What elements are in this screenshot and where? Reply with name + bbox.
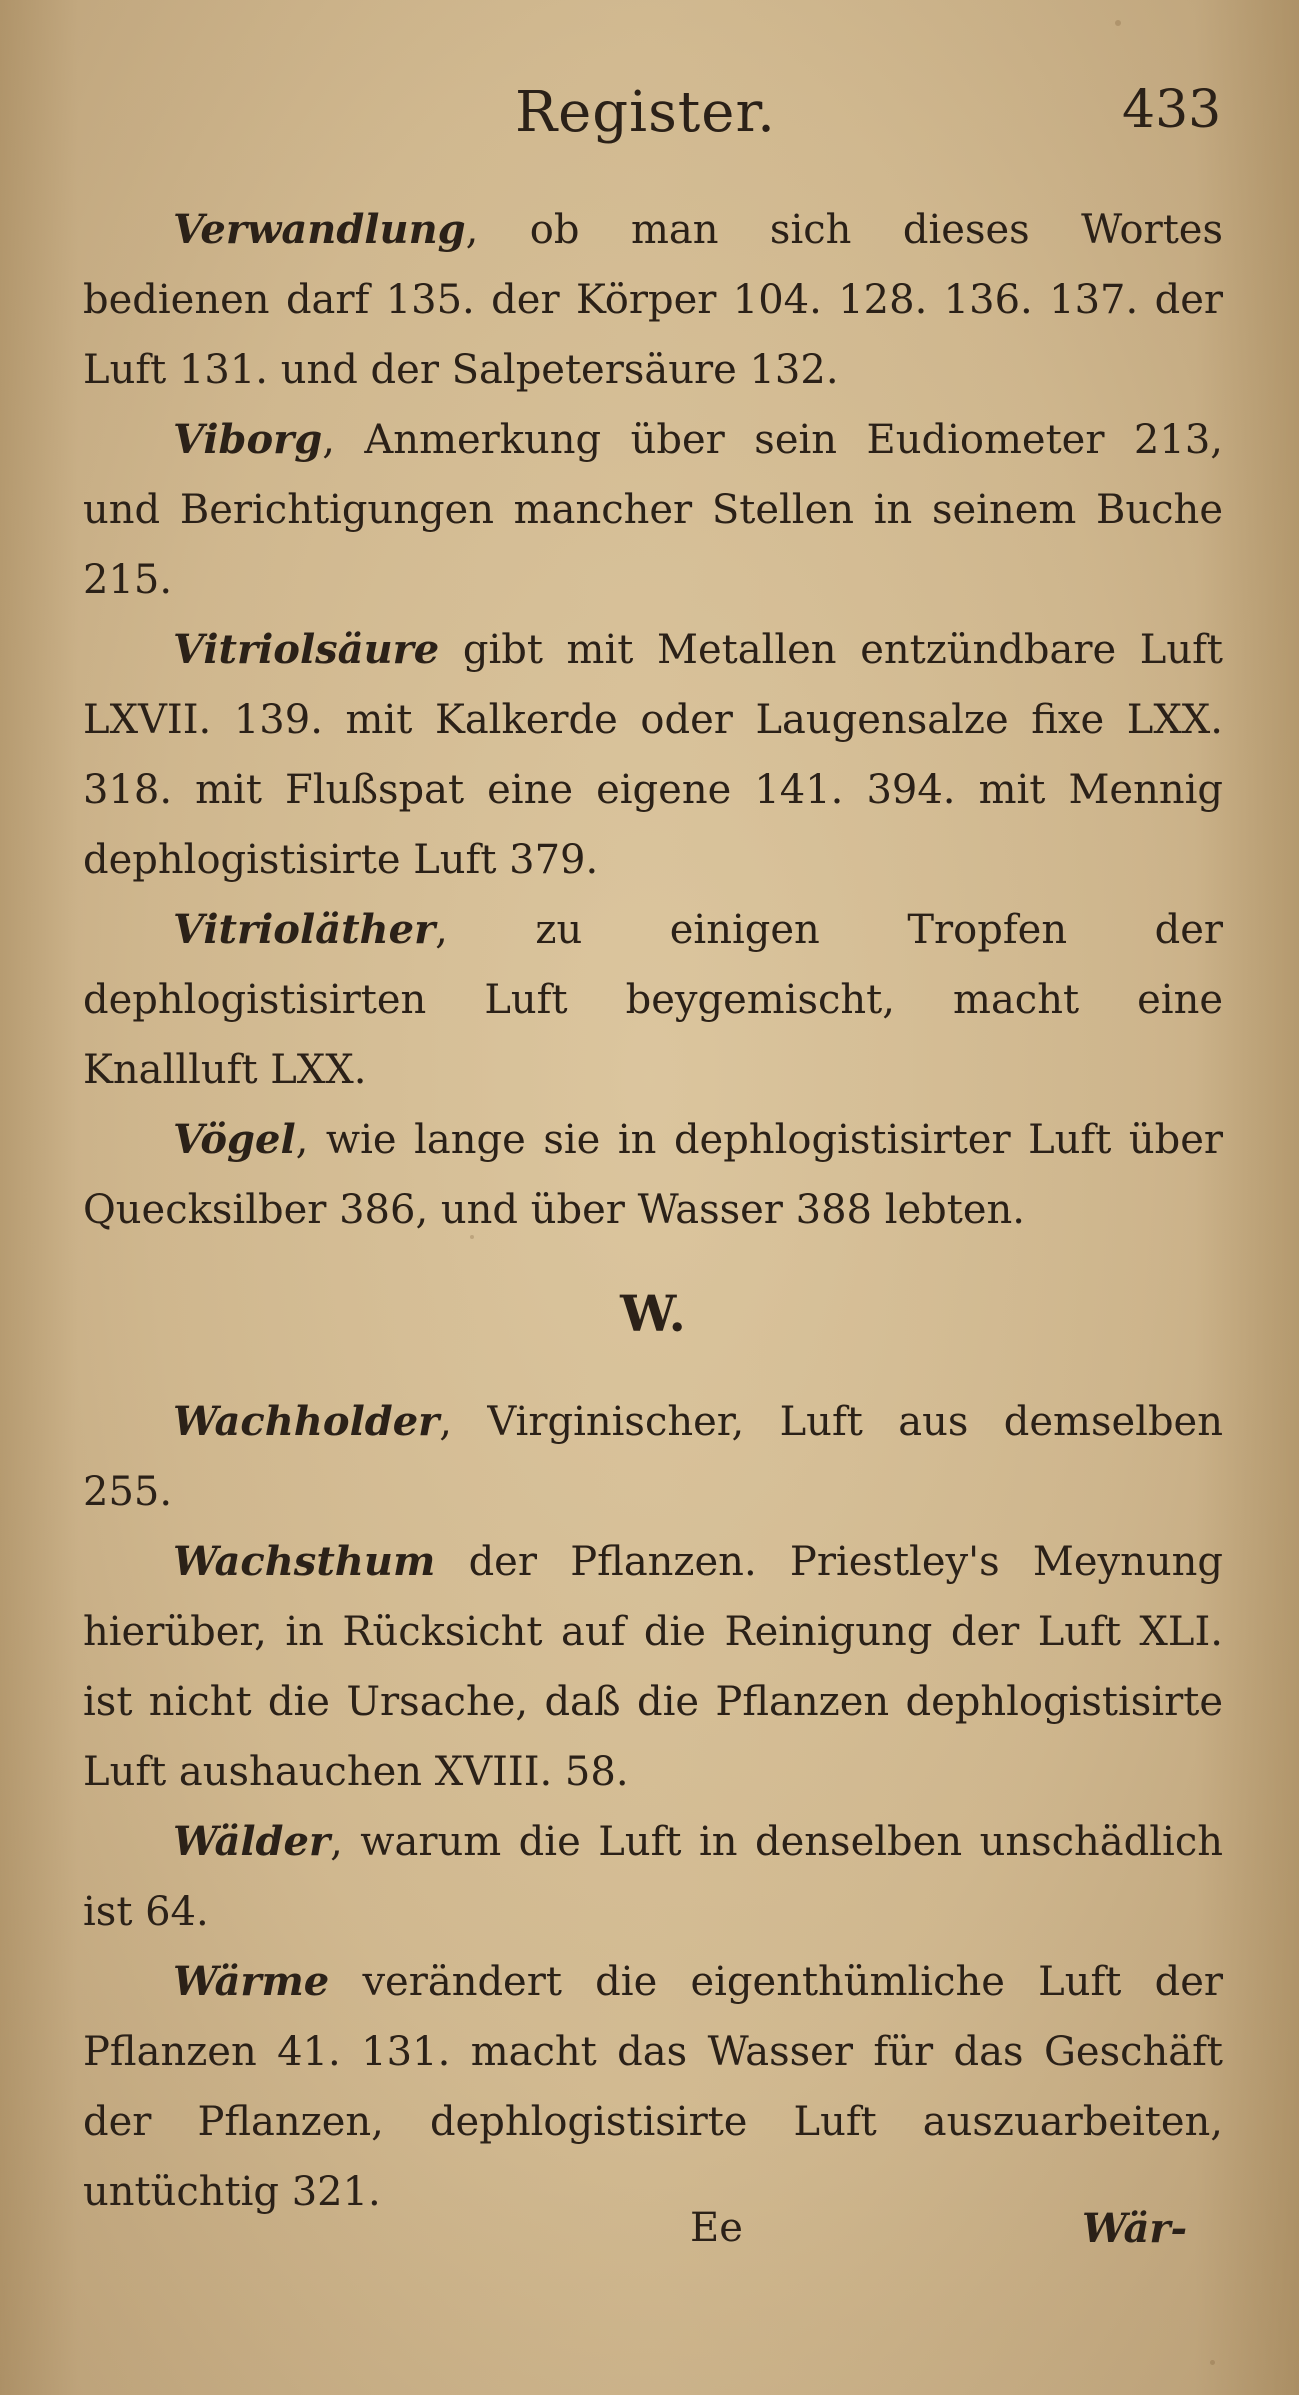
index-entry	[83, 1807, 1223, 1947]
index-entry	[83, 615, 1223, 895]
entry-keyword: Wärme	[173, 1958, 330, 2005]
entry-text: , zu einigen Tropfen der dephlogistisirten Luft beygemischt, macht eine Knallluft LXX.	[83, 907, 1223, 1093]
index-entry	[83, 1527, 1223, 1807]
index-entry	[83, 1387, 1223, 1527]
entry-text: , Virginischer, Luft aus demselben 255.	[83, 1399, 1223, 1515]
entry-text: , warum die Luft in denselben unschädlich ist 64.	[83, 1819, 1223, 1935]
signature-mark: Ee	[690, 2205, 743, 2251]
running-title: Register.	[515, 80, 776, 145]
entry-keyword: Wachholder	[173, 1398, 440, 1445]
index-entry	[83, 195, 1223, 405]
entry-text: verändert die eigenthümliche Luft der Pflanzen 41. 131. macht das Wasser für das Geschäft der Pflanzen, dephlogistisirte Luft auszuarbeiten, untüchtig 321.	[83, 1959, 1223, 2215]
paper-stain	[1115, 20, 1121, 26]
entry-text: , ob man sich dieses Wortes bedienen darf 135. der Körper 104. 128. 136. 137. der Luft 131. und der Salpetersäure 132.	[83, 207, 1223, 393]
index-entry	[83, 1105, 1223, 1245]
index-entry	[83, 1947, 1223, 2227]
entry-text: , wie lange sie in dephlogistisirter Luft über Quecksilber 386, und über Wasser 388 lebten.	[83, 1117, 1223, 1233]
catchword: Wär-	[1082, 2205, 1188, 2252]
page-footer	[0, 2205, 1299, 2265]
paper-stain	[1210, 2360, 1215, 2365]
page-number: 433	[1122, 80, 1222, 140]
entry-keyword: Viborg	[173, 416, 323, 463]
entry-keyword: Verwandlung	[173, 206, 466, 253]
entry-text: der Pflanzen. Priestley's Meynung hierüber, in Rücksicht auf die Reinigung der Luft XLI. ist nicht die Ursache, daß die Pflanzen dephlogistisirte Luft aushauchen XVIII. 58.	[83, 1539, 1223, 1795]
entry-keyword: Vitriolsäure	[173, 626, 440, 673]
page-header	[0, 80, 1299, 170]
entry-keyword: Vögel	[173, 1116, 296, 1163]
entry-keyword: Wachsthum	[173, 1538, 436, 1585]
entry-text: , Anmerkung über sein Eudiometer 213, und Berichtigungen mancher Stellen in seinem Buche 215.	[83, 417, 1223, 603]
register-text	[83, 195, 1223, 2227]
entry-text: gibt mit Metallen entzündbare Luft LXVII. 139. mit Kalkerde oder Laugensalze fixe LXX. 318. mit Flußspat eine eigene 141. 394. mit Mennig dephlogistisirte Luft 379.	[83, 627, 1223, 883]
entry-keyword: Wälder	[173, 1818, 331, 1865]
index-entry	[83, 895, 1223, 1105]
section-heading-letter: W.	[620, 1284, 686, 1343]
index-entry	[83, 405, 1223, 615]
entry-keyword: Vitrioläther	[173, 906, 436, 953]
